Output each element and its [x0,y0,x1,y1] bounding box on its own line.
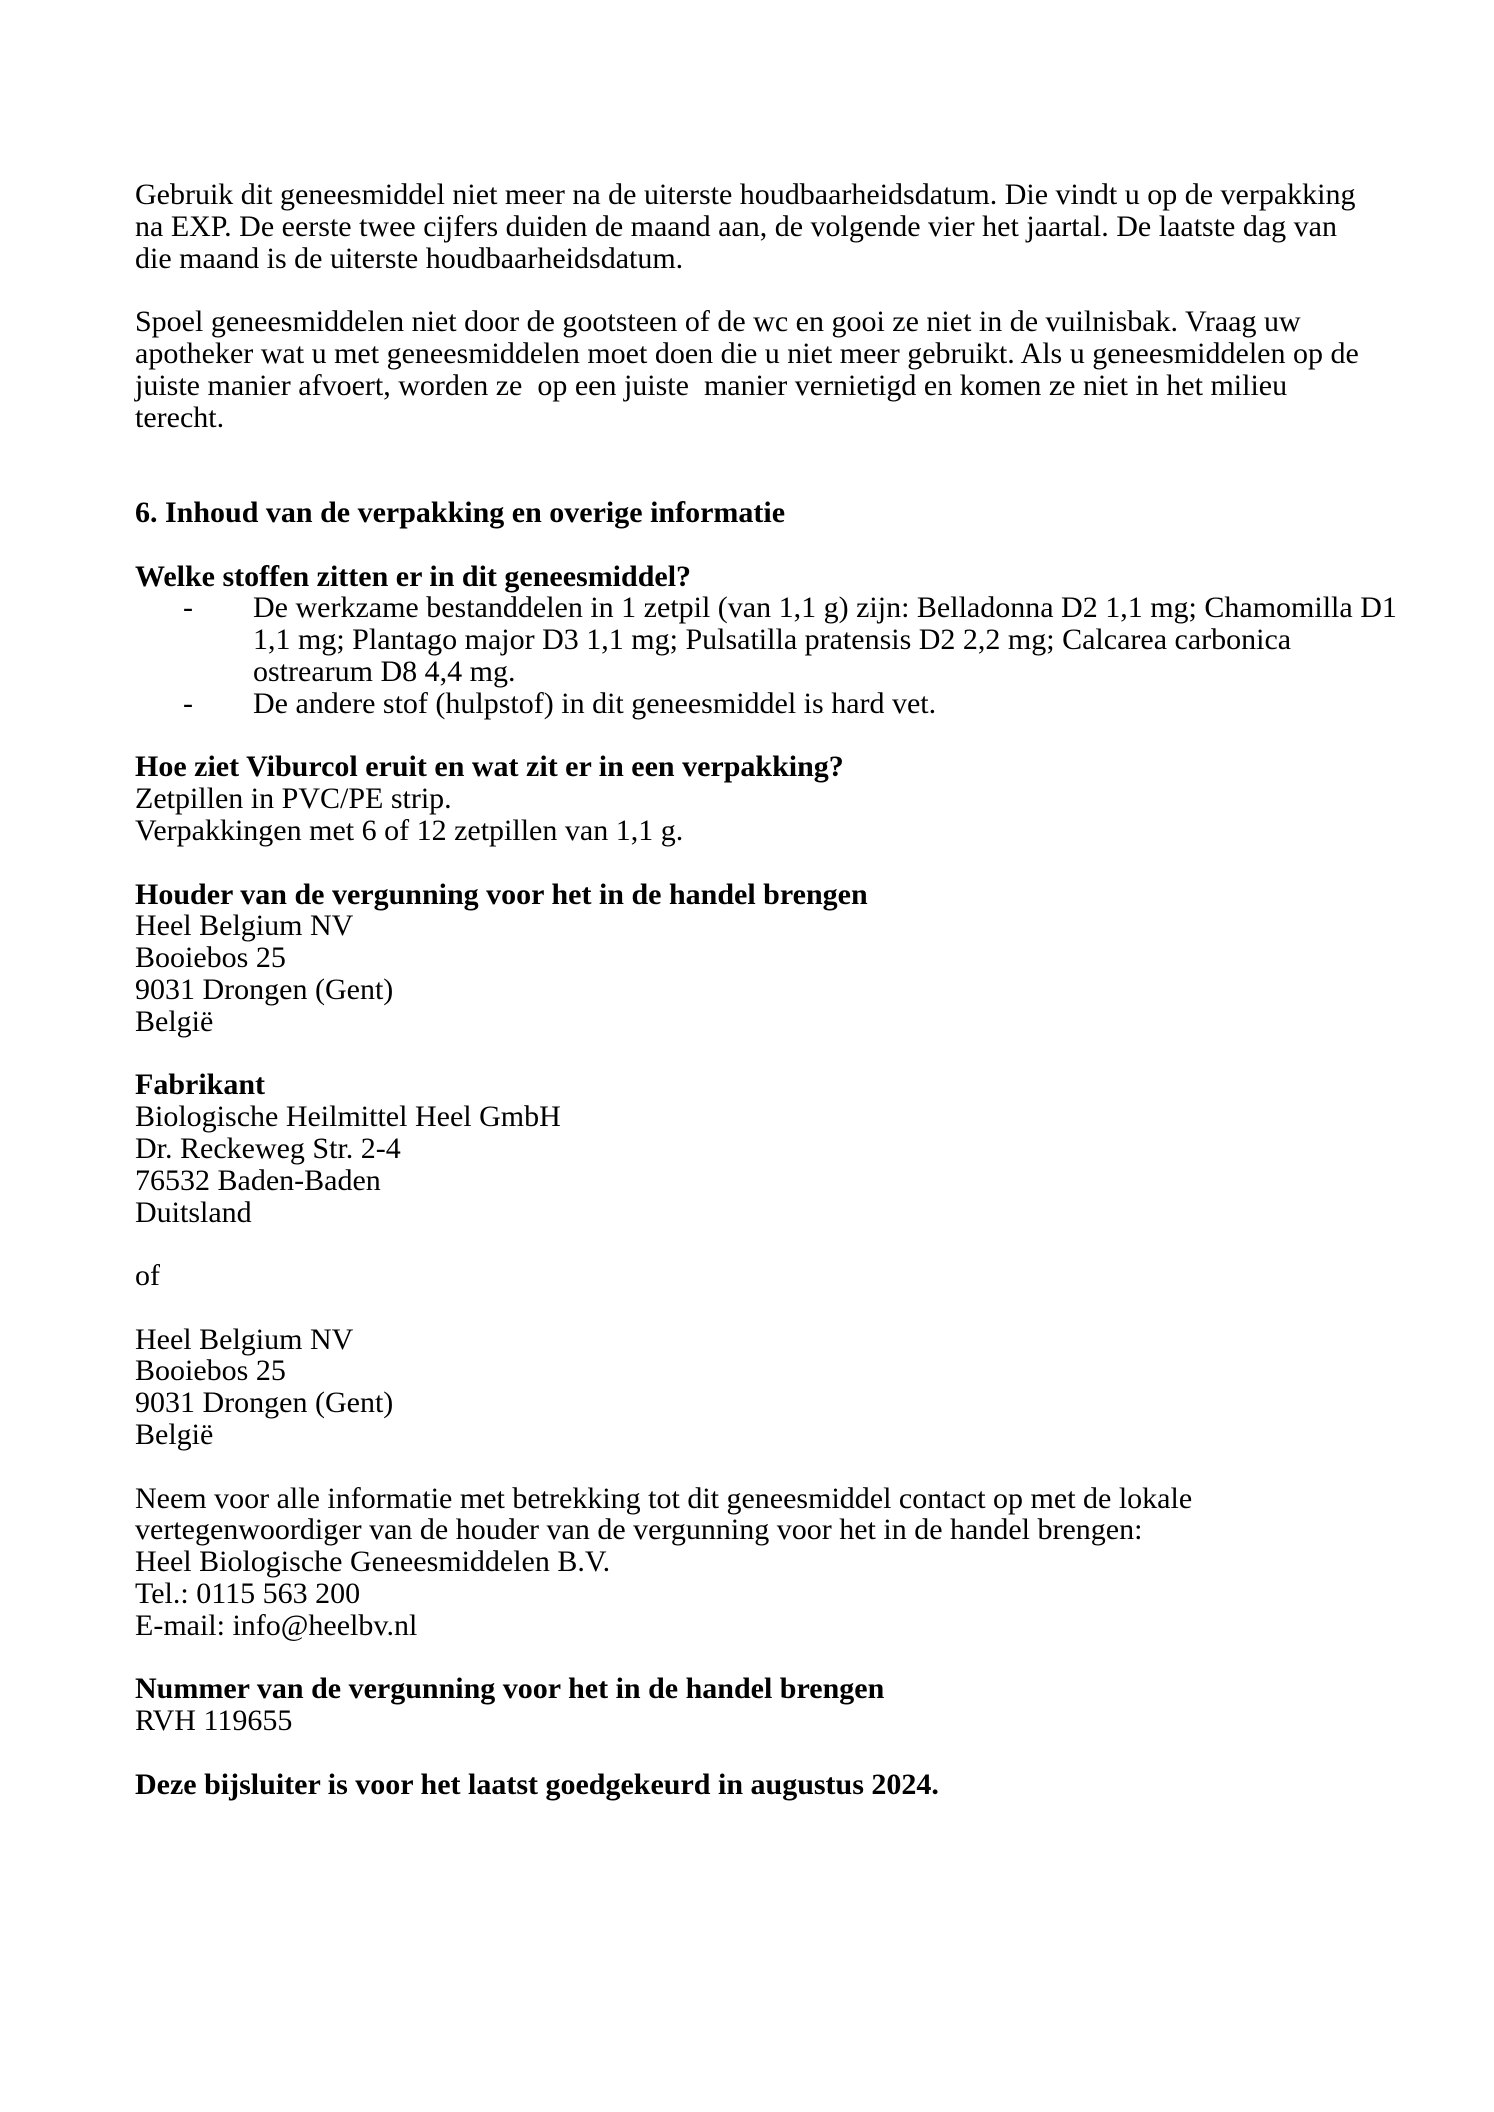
appearance-heading: Hoe ziet Viburcol eruit en wat zit er in een verpakking? [135,750,844,784]
blank-line [135,1451,1445,1483]
blank-line [135,1292,1445,1324]
license-number-value: RVH 119655 [135,1704,293,1738]
address-line: België [135,1418,214,1452]
manufacturer-alt-section [135,1324,1445,1451]
contact-line: Neem voor alle informatie met betrekking tot dit geneesmiddel contact op met de lokale [135,1481,1193,1515]
or-text: of [135,1259,160,1293]
address-line: Booiebos 25 [135,941,286,975]
paragraph-line: Spoel geneesmiddelen niet door de gootsteen of de wc en gooi ze niet in de vuilnisbak. Vraag uw [135,305,1301,339]
leaflet-content [135,179,1445,1801]
address-line: Heel Belgium NV [135,1322,354,1356]
blank-line [135,529,1445,561]
address-line: Booiebos 25 [135,1354,286,1388]
section6-heading: 6. Inhoud van de verpakking en overige informatie [135,495,786,529]
license-number-heading: Nummer van de vergunning voor het in de handel brengen [135,1672,885,1706]
contact-line: Heel Biologische Geneesmiddelen B.V. [135,1545,611,1579]
blank-line [135,1737,1445,1769]
expiry-paragraph [135,179,1445,274]
list-item-line: ostrearum D8 4,4 mg. [253,654,516,688]
paragraph-line: terecht. [135,400,225,434]
manufacturer-section [135,1069,1445,1228]
disposal-paragraph [135,306,1445,433]
list-dash-marker: - [183,591,193,625]
substances-heading: Welke stoffen zitten er in dit geneesmiddel? [135,559,692,593]
list-item [135,592,1445,687]
list-item-line: De andere stof (hulpstof) in dit geneesmiddel is hard vet. [253,686,937,720]
contact-phone: Tel.: 0115 563 200 [135,1577,361,1611]
license-number-section [135,1673,1445,1737]
list-dash-marker: - [183,686,193,720]
blank-line [135,1228,1445,1260]
appearance-line: Zetpillen in PVC/PE strip. [135,782,452,816]
blank-line [135,847,1445,879]
paragraph-line: apotheker wat u met geneesmiddelen moet doen die u niet meer gebruikt. Als u geneesmiddelen op de [135,336,1359,370]
appearance-section [135,751,1445,846]
address-line: België [135,1004,214,1038]
address-line: Heel Belgium NV [135,909,354,943]
paragraph-line: juiste manier afvoert, worden ze op een juiste manier vernietigd en komen ze niet in het milieu [135,368,1288,402]
license-holder-heading: Houder van de vergunning voor het in de handel brengen [135,877,868,911]
list-item-line: 1,1 mg; Plantago major D3 1,1 mg; Pulsatilla pratensis D2 2,2 mg; Calcarea carbonica [253,623,1292,657]
list-item [135,688,1445,720]
paragraph-line: Gebruik dit geneesmiddel niet meer na de uiterste houdbaarheidsdatum. Die vindt u op de verpakking [135,178,1356,211]
address-line: 9031 Drongen (Gent) [135,1386,394,1420]
blank-lines [135,433,1445,497]
blank-line [135,274,1445,306]
address-line: Duitsland [135,1195,252,1229]
contact-line: vertegenwoordiger van de houder van de vergunning voor het in de handel brengen: [135,1513,1143,1547]
license-holder-section [135,879,1445,1038]
address-line: 9031 Drongen (Gent) [135,972,394,1006]
appearance-line: Verpakkingen met 6 of 12 zetpillen van 1,1 g. [135,813,684,847]
approval-statement: Deze bijsluiter is voor het laatst goedgekeurd in augustus 2024. [135,1767,939,1801]
substances-section [135,561,1445,720]
manufacturer-heading: Fabrikant [135,1068,266,1102]
paragraph-line: na EXP. De eerste twee cijfers duiden de maand aan, de volgende vier het jaartal. De laatste dag van [135,209,1337,243]
blank-line [135,1642,1445,1674]
contact-section [135,1483,1445,1642]
blank-line [135,1038,1445,1070]
address-line: Biologische Heilmittel Heel GmbH [135,1100,561,1134]
list-item-line: De werkzame bestanddelen in 1 zetpil (van 1,1 g) zijn: Belladonna D2 1,1 mg; Chamomilla D1 [253,591,1397,625]
contact-email: E-mail: info@heelbv.nl [135,1608,418,1642]
paragraph-line: die maand is de uiterste houdbaarheidsdatum. [135,241,684,275]
address-line: Dr. Reckeweg Str. 2-4 [135,1131,401,1165]
address-line: 76532 Baden-Baden [135,1163,381,1197]
blank-line [135,720,1445,752]
